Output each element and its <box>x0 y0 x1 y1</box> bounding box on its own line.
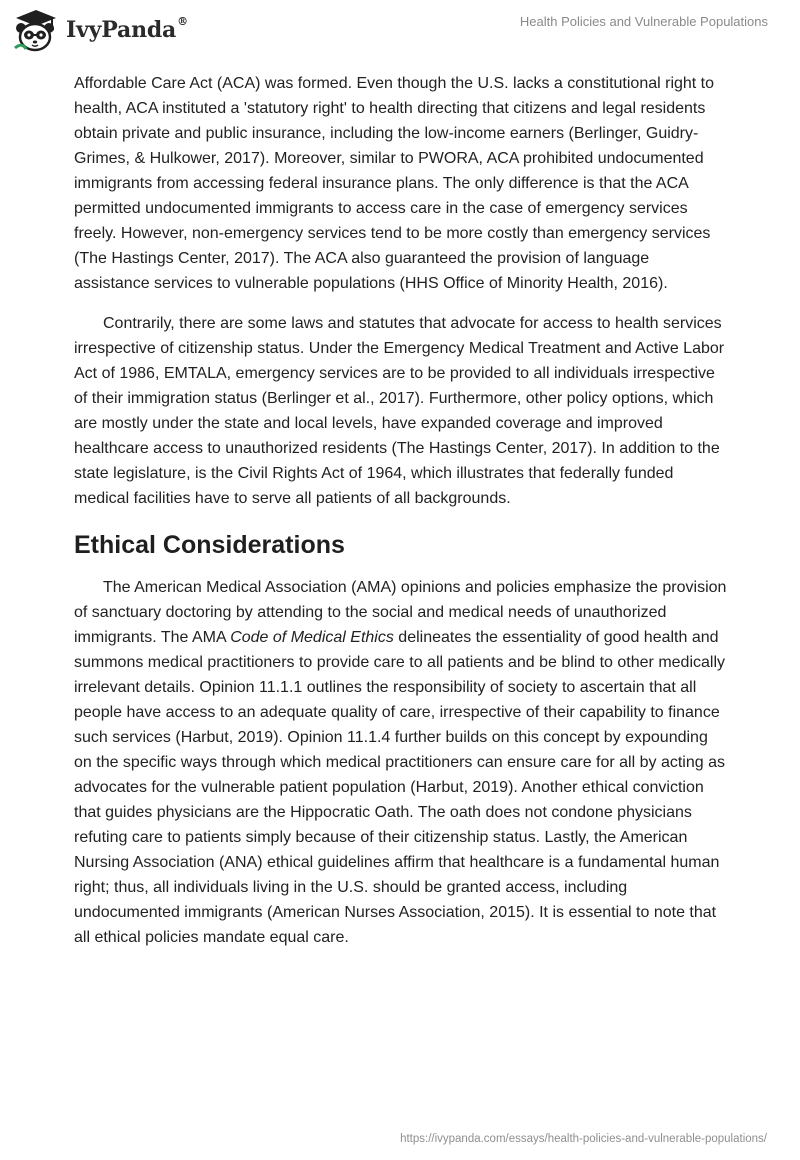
brand-name: IvyPanda® <box>66 15 188 43</box>
brand-logo[interactable] <box>12 8 188 52</box>
source-url-link[interactable]: https://ivypanda.com/essays/health-policies-and-vulnerable-populations/ <box>400 1133 767 1145</box>
registered-mark: ® <box>177 15 188 28</box>
paragraph-aca: Affordable Care Act (ACA) was formed. Even though the U.S. lacks a constitutional right to health, ACA instituted a 'statutory right' to health directing that citizens and legal residents obtain private and public insurance, including the low-income earners (Berlinger, Guidry-Grimes, & Hulkower, 2017). Moreover, similar to PWORA, ACA prohibited undocumented immigrants from accessing federal insurance plans. The only difference is that the ACA permitted undocumented immigrants to access care in the case of emergency services freely. However, non-emergency services tend to be more costly than emergency services (The Hastings Center, 2017). The ACA also guaranteed the provision of language assistance services to vulnerable populations (HHS Office of Minority Health, 2016). <box>74 75 715 292</box>
code-of-medical-ethics-title: Code of Medical Ethics <box>230 629 394 646</box>
essay-content <box>74 71 728 950</box>
paragraph-ethics-part-2: delineates the essentiality of good health and summons medical practitioners to provide care to all patients and be blind to other medically irrelevant details. Opinion 11.1.1 outlines the responsibility of society to ascertain that all people have access to an adequate quality of care, irrespective of their capability to finance such services (Harbut, 2019). Opinion 11.1.4 further builds on this concept by expounding on the specific ways through which medical practitioners can ensure care for all by acting as advocates for the vulnerable patient population (Harbut, 2019). Another ethical conviction that guides physicians are the Hippocratic Oath. The oath does not condone physicians refuting care to patients simply because of their citizenship status. Lastly, the American Nursing Association (ANA) ethical guidelines affirm that healthcare is a fundamental human right; thus, all individuals living in the U.S. should be granted access, including undocumented immigrants (American Nurses Association, 2015). It is essential to note that all ethical policies mandate equal care. <box>74 629 725 946</box>
document-title: Health Policies and Vulnerable Populations <box>519 14 768 29</box>
panda-graduate-icon <box>12 8 60 52</box>
section-heading-ethical-considerations: Ethical Considerations <box>74 531 345 559</box>
paragraph-ethics <box>74 575 728 950</box>
paragraph-laws-statutes: Contrarily, there are some laws and statutes that advocate for access to health services irrespective of citizenship status. Under the Emergency Medical Treatment and Active Labor Act of 1986, EMTALA, emergency services are to be provided to all individuals irrespective of their immigration status (Berlinger et al., 2017). Furthermore, other policy options, which are mostly under the state and local levels, have expanded coverage and improved healthcare access to unauthorized residents (The Hastings Center, 2017). In addition to the state legislature, is the Civil Rights Act of 1964, which illustrates that federally funded medical facilities have to serve all patients of all backgrounds. <box>74 315 725 507</box>
paragraph-ethics-part-1: The American Medical Association (AMA) opinions and policies emphasize the provision of sanctuary doctoring by attending to the social and medical needs of unauthorized immigrants. The AMA <box>74 579 727 646</box>
page-header <box>0 0 800 64</box>
